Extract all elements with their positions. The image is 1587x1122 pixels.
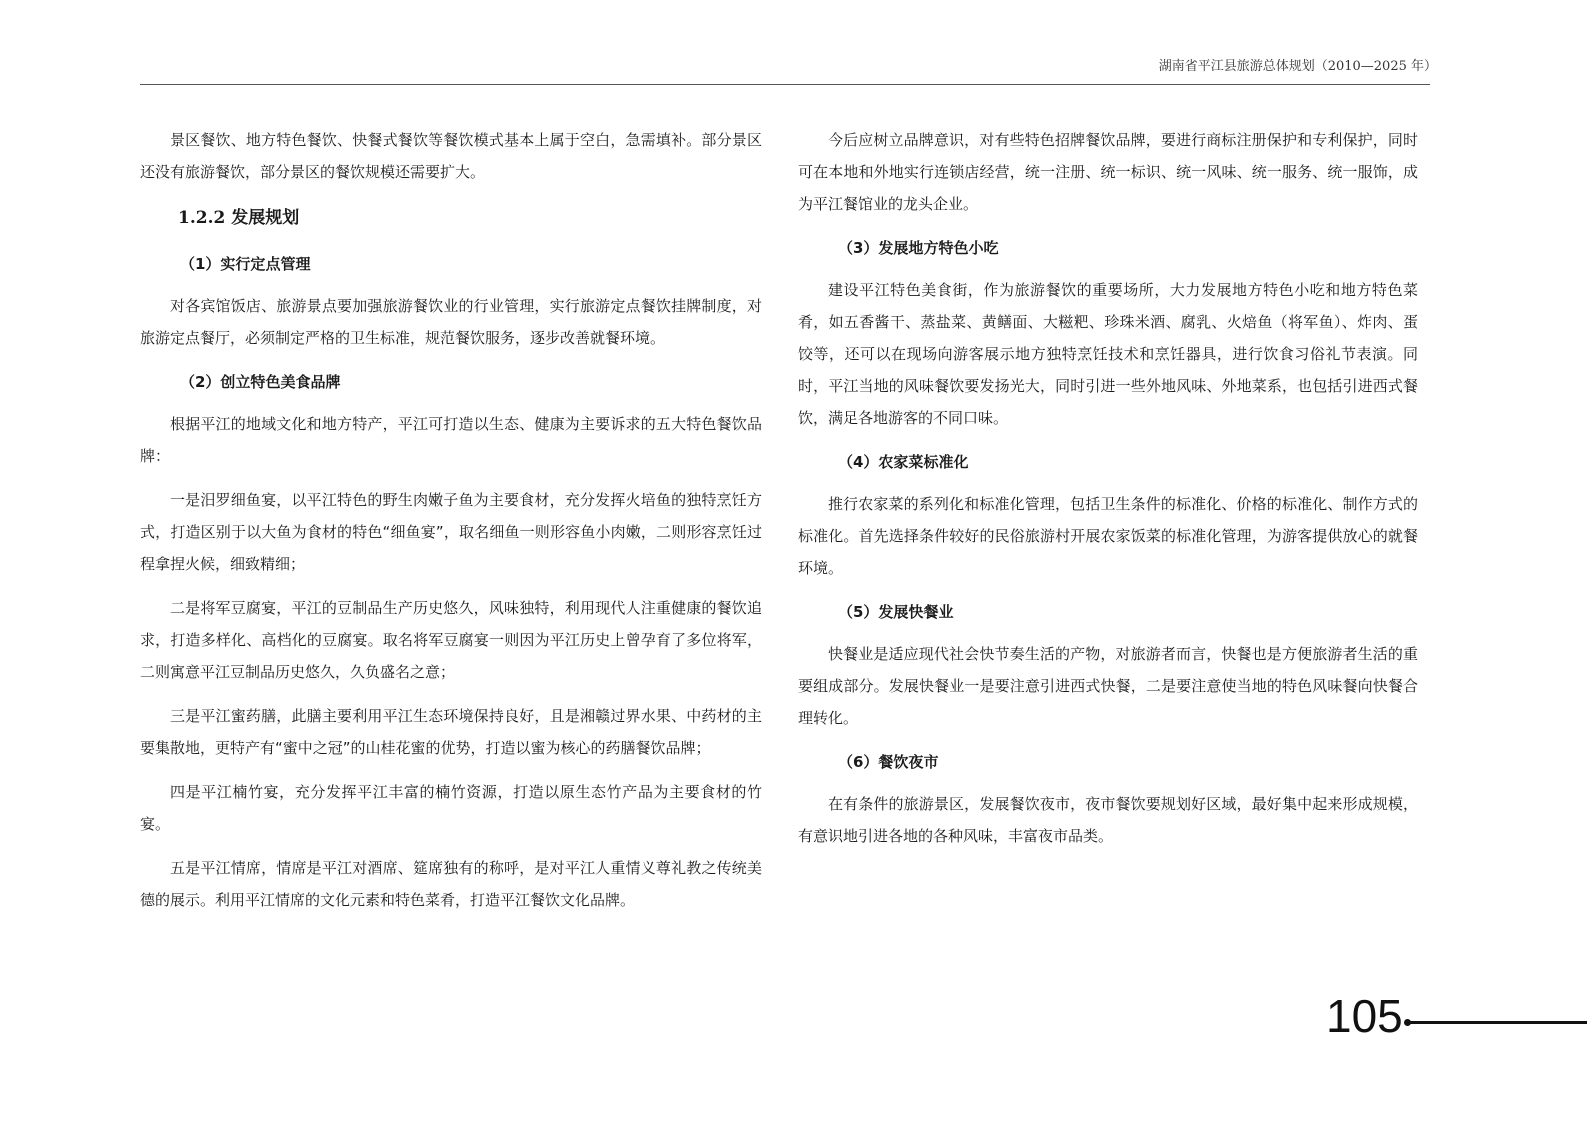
paragraph-2-brand-5: 五是平江情席，情席是平江对酒席、筵席独有的称呼，是对平江人重情义尊礼教之传统美德的展示。利用平江情席的文化元素和特色菜肴，打造平江餐饮文化品牌。 bbox=[140, 859, 762, 909]
paragraph-6: 在有条件的旅游景区，发展餐饮夜市，夜市餐饮要规划好区域，最好集中起来形成规模，有意识地引进各地的各种风味，丰富夜市品类。 bbox=[798, 795, 1418, 845]
paragraph-2-brand-2: 二是将军豆腐宴，平江的豆制品生产历史悠久，风味独特，利用现代人注重健康的餐饮追求，打造多样化、高档化的豆腐宴。取名将军豆腐宴一则因为平江历史上曾孕育了多位将军，二则寓意平江豆制品历史悠久，久负盛名之意； bbox=[140, 599, 762, 681]
left-column bbox=[140, 124, 762, 928]
subheading-6: （6）餐饮夜市 bbox=[838, 753, 939, 771]
paragraph-3: 建设平江特色美食街，作为旅游餐饮的重要场所，大力发展地方特色小吃和地方特色菜肴，如五香酱干、蒸盐菜、黄鳝面、大糍粑、珍珠米酒、腐乳、火焙鱼（将军鱼）、炸肉、蛋饺等，还可以在现场向游客展示地方独特烹饪技术和烹饪器具，进行饮食习俗礼节表演。同时，平江当地的风味餐饮要发扬光大，同时引进一些外地风味、外地菜系，也包括引进西式餐饮，满足各地游客的不同口味。 bbox=[798, 281, 1418, 427]
paragraph-4: 推行农家菜的系列化和标准化管理，包括卫生条件的标准化、价格的标准化、制作方式的标准化。首先选择条件较好的民俗旅游村开展农家饭菜的标准化管理，为游客提供放心的就餐环境。 bbox=[798, 495, 1418, 577]
document-title: 湖南省平江县旅游总体规划（2010—2025 年） bbox=[1158, 59, 1437, 74]
header-divider bbox=[140, 84, 1430, 85]
subheading-1: （1）实行定点管理 bbox=[180, 255, 311, 273]
paragraph-1: 对各宾馆饭店、旅游景点要加强旅游餐饮业的行业管理，实行旅游定点餐饮挂牌制度，对旅游定点餐厅，必须制定严格的卫生标准，规范餐饮服务，逐步改善就餐环境。 bbox=[140, 297, 762, 347]
paragraph-intro-left: 景区餐饮、地方特色餐饮、快餐式餐饮等餐饮模式基本上属于空白，急需填补。部分景区还没有旅游餐饮，部分景区的餐饮规模还需要扩大。 bbox=[140, 131, 762, 181]
paragraph-2-brand-1: 一是汨罗细鱼宴，以平江特色的野生肉嫩子鱼为主要食材，充分发挥火培鱼的独特烹饪方式，打造区别于以大鱼为食材的特色“细鱼宴”，取名细鱼一则形容鱼小肉嫩，二则形容烹饪过程拿捏火候，细致精细； bbox=[140, 491, 762, 573]
paragraph-2-brand-3: 三是平江蜜药膳，此膳主要利用平江生态环境保持良好，且是湘赣过界水果、中药材的主要集散地，更特产有“蜜中之冠”的山桂花蜜的优势，打造以蜜为核心的药膳餐饮品牌； bbox=[140, 707, 762, 757]
subheading-4: （4）农家菜标准化 bbox=[838, 453, 969, 471]
right-column bbox=[798, 124, 1418, 864]
section-heading-1-2-2: 1.2.2 发展规划 bbox=[178, 208, 300, 228]
page-number-rule bbox=[1410, 1021, 1587, 1024]
paragraph-intro-right: 今后应树立品牌意识，对有些特色招牌餐饮品牌，要进行商标注册保护和专利保护，同时可在本地和外地实行连锁店经营，统一注册、统一标识、统一风味、统一服务、统一服饰，成为平江餐馆业的龙头企业。 bbox=[798, 131, 1418, 213]
subheading-3: （3）发展地方特色小吃 bbox=[838, 239, 999, 257]
subheading-5: （5）发展快餐业 bbox=[838, 603, 954, 621]
paragraph-5: 快餐业是适应现代社会快节奏生活的产物，对旅游者而言，快餐也是方便旅游者生活的重要组成部分。发展快餐业一是要注意引进西式快餐，二是要注意使当地的特色风味餐向快餐合理转化。 bbox=[798, 645, 1418, 727]
subheading-2: （2）创立特色美食品牌 bbox=[180, 373, 341, 391]
page-number: 105 bbox=[1326, 990, 1403, 1042]
paragraph-2-intro: 根据平江的地域文化和地方特产，平江可打造以生态、健康为主要诉求的五大特色餐饮品牌： bbox=[140, 415, 762, 465]
paragraph-2-brand-4: 四是平江楠竹宴，充分发挥平江丰富的楠竹资源，打造以原生态竹产品为主要食材的竹宴。 bbox=[140, 783, 762, 833]
